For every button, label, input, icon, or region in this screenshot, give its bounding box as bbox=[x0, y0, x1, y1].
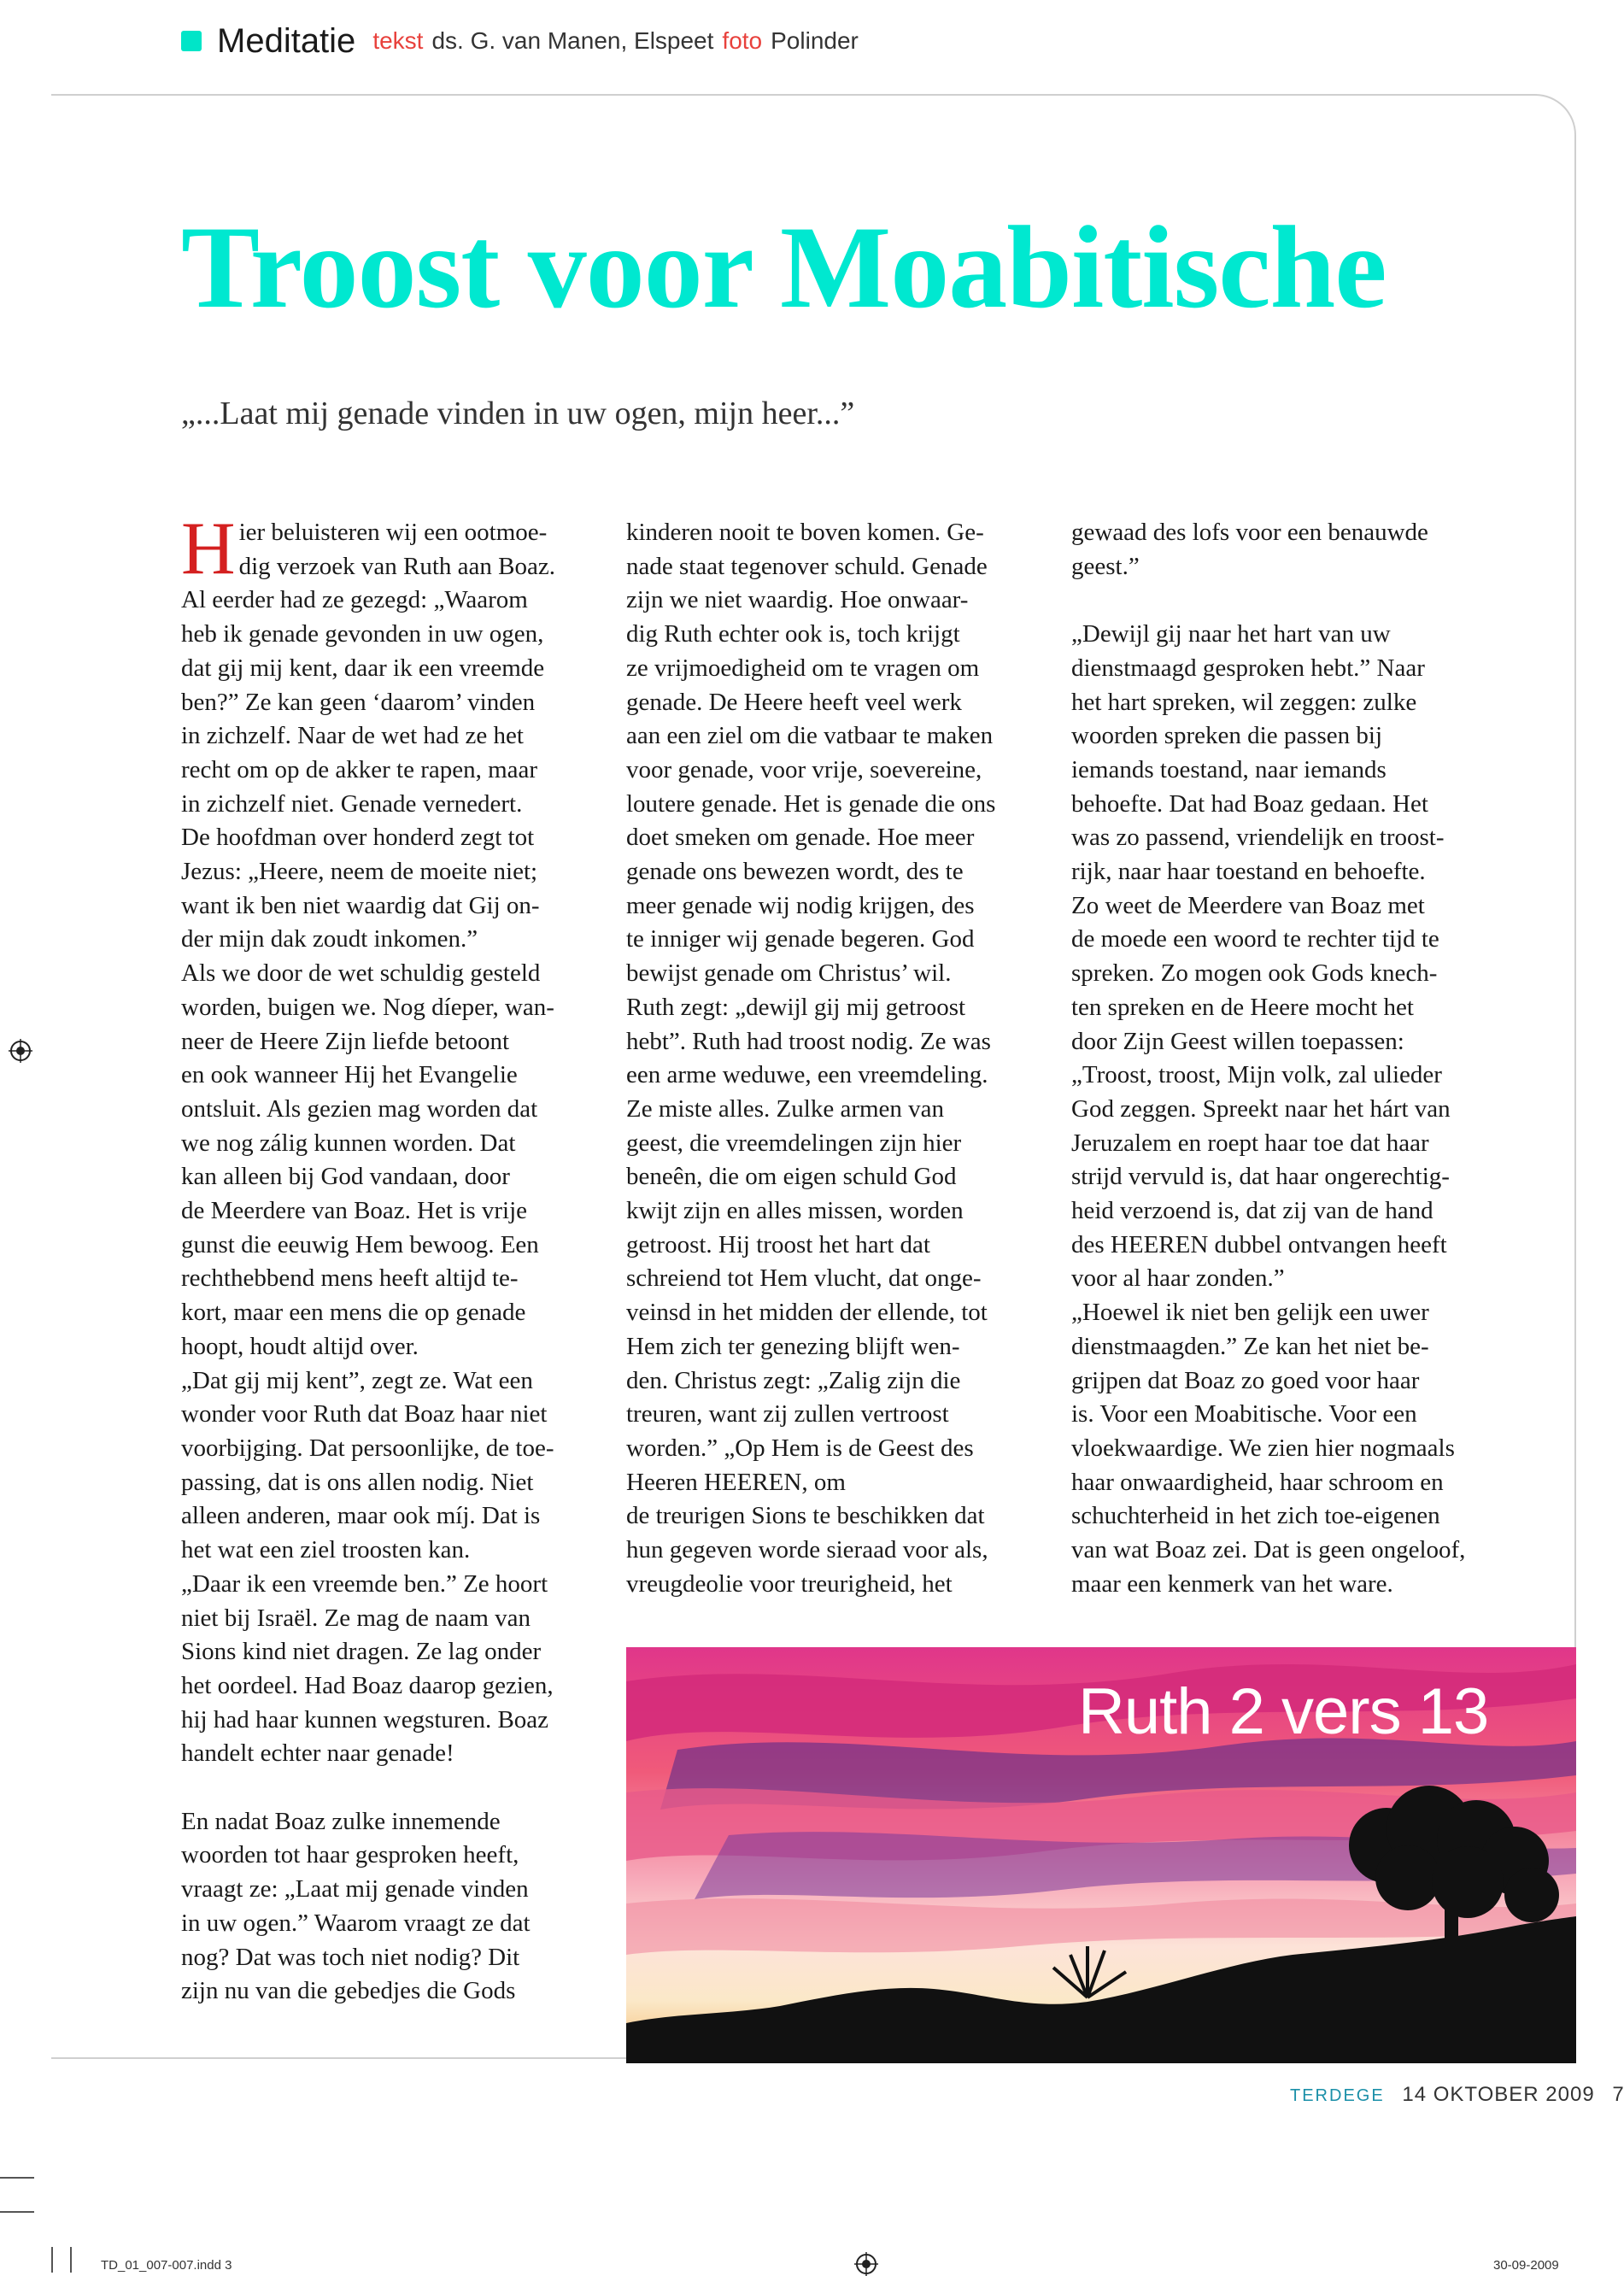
text-line: ier beluisteren wij een ootmoe- bbox=[238, 519, 548, 546]
text-label: tekst bbox=[372, 27, 424, 54]
text-line: kort, maar een mens die op genade bbox=[181, 1299, 526, 1327]
column-2-text bbox=[626, 516, 1053, 1602]
text-line: „Troost, troost, Mijn volk, zal ulieder bbox=[1071, 1061, 1442, 1089]
text-line: des HEEREN dubbel ontvangen heeft bbox=[1071, 1230, 1447, 1258]
column-1-text-b bbox=[181, 1805, 608, 2009]
text-line: gunst die eeuwig Hem bewoog. Een bbox=[181, 1230, 539, 1258]
text-line: Hem zich ter genezing blijft wen- bbox=[626, 1332, 960, 1360]
text-line: het wat een ziel troosten kan. bbox=[181, 1536, 471, 1564]
text-line: beneên, die om eigen schuld God bbox=[626, 1163, 957, 1191]
slug-filename: TD_01_007-007.indd 3 bbox=[101, 2258, 232, 2273]
text-line: meer genade wij nodig krijgen, des bbox=[626, 891, 975, 919]
text-line: getroost. Hij troost het hart dat bbox=[626, 1230, 930, 1258]
text-line: geest, die vreemdelingen zijn hier bbox=[626, 1129, 962, 1157]
text-line: geest.” bbox=[1071, 552, 1140, 580]
text-line: Jeruzalem en roept haar toe dat haar bbox=[1071, 1129, 1429, 1157]
header bbox=[181, 17, 867, 65]
text-line: Jezus: „Heere, neem de moeite niet; bbox=[181, 858, 538, 886]
photographer: Polinder bbox=[771, 27, 859, 54]
text-line: voor genade, voor vrije, soevereine, bbox=[626, 755, 982, 783]
text-line: zijn we niet waardig. Hoe onwaar- bbox=[626, 586, 969, 614]
text-line: ontsluit. Als gezien mag worden dat bbox=[181, 1094, 538, 1123]
column-3-text-a bbox=[1071, 516, 1516, 584]
author: ds. G. van Manen, Elspeet bbox=[431, 27, 714, 54]
text-line: kan alleen bij God vandaan, door bbox=[181, 1163, 510, 1191]
text-line: nog? Dat was toch niet nodig? Dit bbox=[181, 1943, 520, 1971]
text-line: recht om op de akker te rapen, maar bbox=[181, 755, 538, 783]
text-line: in uw ogen.” Waarom vraagt ze dat bbox=[181, 1909, 531, 1937]
text-line: der mijn dak zoudt inkomen.” bbox=[181, 925, 478, 953]
text-line: we nog zálig kunnen worden. Dat bbox=[181, 1129, 516, 1157]
text-line: de moede een woord te rechter tijd te bbox=[1071, 925, 1439, 953]
text-line: het hart spreken, wil zeggen: zulke bbox=[1071, 688, 1417, 716]
text-line: genade ons bewezen wordt, des te bbox=[626, 858, 964, 886]
text-line: nade staat tegenover schuld. Genade bbox=[626, 552, 988, 580]
page-footer bbox=[1290, 2083, 1624, 2107]
text-line: niet bij Israël. Ze mag de naam van bbox=[181, 1604, 531, 1632]
text-line: te inniger wij genade begeren. God bbox=[626, 925, 975, 953]
text-line: iemands toestand, naar iemands bbox=[1071, 755, 1387, 783]
text-line: de treurigen Sions te beschikken dat bbox=[626, 1502, 985, 1530]
crop-mark bbox=[70, 2247, 72, 2273]
text-line: spreken. Zo mogen ook Gods knech- bbox=[1071, 959, 1438, 988]
text-line: heb ik genade gevonden in uw ogen, bbox=[181, 620, 544, 648]
text-line: voor al haar zonden.” bbox=[1071, 1264, 1285, 1293]
text-line: was zo passend, vriendelijk en troost- bbox=[1071, 824, 1445, 852]
text-line: en ook wanneer Hij het Evangelie bbox=[181, 1061, 518, 1089]
text-line: veinsd in het midden der ellende, tot bbox=[626, 1299, 988, 1327]
text-line: „Dat gij mij kent”, zegt ze. Wat een bbox=[181, 1366, 533, 1394]
photo-caption: Ruth 2 vers 13 bbox=[1078, 1675, 1489, 1748]
text-line: dat gij mij kent, daar ik een vreemde bbox=[181, 654, 545, 682]
text-line: Sions kind niet dragen. Ze lag onder bbox=[181, 1638, 542, 1666]
text-line: kinderen nooit te boven komen. Ge- bbox=[626, 519, 984, 546]
magazine-name: TERDEGE bbox=[1290, 2086, 1385, 2105]
text-line: alleen anderen, maar ook míj. Dat is bbox=[181, 1502, 541, 1530]
text-line: voorbijging. Dat persoonlijke, de toe- bbox=[181, 1434, 554, 1462]
text-line: woorden spreken die passen bij bbox=[1071, 722, 1383, 750]
text-line: van wat Boaz zei. Dat is geen ongeloof, bbox=[1071, 1536, 1466, 1564]
text-line: in zichzelf. Naar de wet had ze het bbox=[181, 722, 524, 750]
text-line: want ik ben niet waardig dat Gij on- bbox=[181, 891, 540, 919]
text-line: dig verzoek van Ruth aan Boaz. bbox=[238, 552, 555, 580]
text-line: passing, dat is ons allen nodig. Niet bbox=[181, 1468, 534, 1496]
text-line: hij had haar kunnen wegsturen. Boaz bbox=[181, 1705, 549, 1733]
text-line: bewijst genade om Christus’ wil. bbox=[626, 959, 952, 988]
issue-date: 14 OKTOBER 2009 bbox=[1402, 2083, 1595, 2106]
text-line: loutere genade. Het is genade die ons bbox=[626, 789, 996, 818]
text-line: het oordeel. Had Boaz daarop gezien, bbox=[181, 1671, 554, 1699]
text-line: haar onwaardigheid, haar schroom en bbox=[1071, 1468, 1444, 1496]
registration-mark-icon bbox=[9, 1039, 32, 1063]
page-number: 7 bbox=[1612, 2083, 1624, 2106]
text-line: vreugdeolie voor treurigheid, het bbox=[626, 1569, 953, 1598]
text-line: dienstmaagd gesproken hebt.” Naar bbox=[1071, 654, 1425, 682]
text-line: grijpen dat Boaz zo goed voor haar bbox=[1071, 1366, 1420, 1394]
article-title: Troost voor Moabitische bbox=[181, 202, 1387, 332]
text-line: gewaad des lofs voor een benauwde bbox=[1071, 519, 1428, 546]
text-line: hoopt, houdt altijd over. bbox=[181, 1332, 419, 1360]
text-line: heid verzoend is, dat zij van de hand bbox=[1071, 1197, 1433, 1225]
paragraph-gap bbox=[1071, 584, 1516, 618]
text-line: De hoofdman over honderd zegt tot bbox=[181, 824, 535, 852]
text-line: Zo weet de Meerdere van Boaz met bbox=[1071, 891, 1425, 919]
column-1-text bbox=[181, 507, 608, 1771]
text-line: een arme weduwe, een vreemdeling. bbox=[626, 1061, 988, 1089]
text-line: door Zijn Geest willen toepassen: bbox=[1071, 1027, 1404, 1055]
text-line: dienstmaagden.” Ze kan het niet be- bbox=[1071, 1332, 1429, 1360]
text-line: wonder voor Ruth dat Boaz haar niet bbox=[181, 1400, 548, 1428]
registration-mark-icon bbox=[854, 2252, 878, 2276]
text-line: „Daar ik een vreemde ben.” Ze hoort bbox=[181, 1569, 548, 1598]
crop-mark bbox=[51, 2247, 53, 2273]
crop-mark bbox=[0, 2177, 34, 2179]
text-line: God zeggen. Spreekt naar het hárt van bbox=[1071, 1094, 1451, 1123]
text-line: „Hoewel ik niet ben gelijk een uwer bbox=[1071, 1299, 1429, 1327]
text-line: En nadat Boaz zulke innemende bbox=[181, 1807, 501, 1835]
text-line: doet smeken om genade. Hoe meer bbox=[626, 824, 975, 852]
text-line: schreiend tot Hem vlucht, dat onge- bbox=[626, 1264, 982, 1293]
text-line: worden, buigen we. Nog díeper, wan- bbox=[181, 993, 554, 1021]
text-line: schuchterheid in het zich toe-eigenen bbox=[1071, 1502, 1440, 1530]
text-line: ze vrijmoedigheid om te vragen om bbox=[626, 654, 980, 682]
column-1 bbox=[181, 507, 608, 2009]
photo-label: foto bbox=[722, 27, 763, 54]
slug-date: 30-09-2009 bbox=[1493, 2258, 1559, 2273]
text-line: „Dewijl gij naar het hart van uw bbox=[1071, 620, 1391, 648]
text-line: neer de Heere Zijn liefde betoont bbox=[181, 1027, 510, 1055]
dropcap: H bbox=[181, 507, 236, 590]
text-line: aan een ziel om die vatbaar te maken bbox=[626, 722, 994, 750]
text-line: kwijt zijn en alles missen, worden bbox=[626, 1197, 964, 1225]
article-subtitle: „...Laat mij genade vinden in uw ogen, mijn heer...” bbox=[181, 396, 855, 431]
text-line: genade. De Heere heeft veel werk bbox=[626, 688, 962, 716]
column-2 bbox=[626, 516, 1053, 1602]
section-name: Meditatie bbox=[217, 21, 356, 60]
text-line: vraagt ze: „Laat mij genade vinden bbox=[181, 1875, 529, 1904]
text-line: woorden tot haar gesproken heeft, bbox=[181, 1841, 519, 1869]
text-line: ten spreken en de Heere mocht het bbox=[1071, 993, 1414, 1021]
text-line: Ruth zegt: „dewijl gij mij getroost bbox=[626, 993, 966, 1021]
text-line: hebt”. Ruth had troost nodig. Ze was bbox=[626, 1027, 991, 1055]
text-line: maar een kenmerk van het ware. bbox=[1071, 1569, 1393, 1598]
text-line: Ze miste alles. Zulke armen van bbox=[626, 1094, 945, 1123]
text-line: behoefte. Dat had Boaz gedaan. Het bbox=[1071, 789, 1428, 818]
text-line: zijn nu van die gebedjes die Gods bbox=[181, 1977, 516, 2005]
text-line: in zichzelf niet. Genade vernedert. bbox=[181, 789, 523, 818]
text-line: de Meerdere van Boaz. Het is vrije bbox=[181, 1197, 528, 1225]
section-marker bbox=[181, 31, 202, 51]
text-line: worden.” „Op Hem is de Geest des bbox=[626, 1434, 974, 1462]
text-line: is. Voor een Moabitische. Voor een bbox=[1071, 1400, 1417, 1428]
crop-mark bbox=[0, 2211, 34, 2213]
text-line: handelt echter naar genade! bbox=[181, 1739, 454, 1768]
column-3 bbox=[1071, 516, 1516, 1601]
text-line: vloekwaardige. We zien hier nogmaals bbox=[1071, 1434, 1455, 1462]
text-line: Heeren HEEREN, om bbox=[626, 1468, 846, 1496]
text-line: strijd vervuld is, dat haar ongerechtig- bbox=[1071, 1163, 1450, 1191]
text-line: dig Ruth echter ook is, toch krijgt bbox=[626, 620, 960, 648]
text-line: hun gegeven worde sieraad voor als, bbox=[626, 1536, 988, 1564]
text-line: ben?” Ze kan geen ‘daarom’ vinden bbox=[181, 688, 536, 716]
text-line: Al eerder had ze gezegd: „Waarom bbox=[181, 586, 528, 614]
text-line: rechthebbend mens heeft altijd te- bbox=[181, 1264, 519, 1293]
text-line: rijk, naar haar toestand en behoefte. bbox=[1071, 858, 1426, 886]
text-line: Als we door de wet schuldig gesteld bbox=[181, 959, 541, 988]
paragraph-gap bbox=[181, 1771, 608, 1805]
text-line: treuren, want zij zullen vertroost bbox=[626, 1400, 949, 1428]
column-3-text-b bbox=[1071, 618, 1516, 1601]
text-line: den. Christus zegt: „Zalig zijn die bbox=[626, 1366, 961, 1394]
